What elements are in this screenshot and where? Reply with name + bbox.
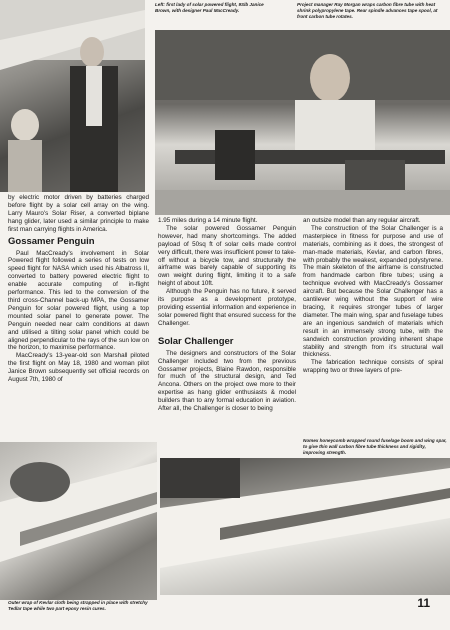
col2-paragraph-4: The designers and constructors of the Solar Challenger included two from the previous Gossamer projects, Blaine Rawdon, responsible for much of the structural design, and Ted Ancona. Others on the project owe more to their expertise as hang glider enthusiasts & model builders than to any formal education in aviation. After all, the Challenger is closer to being [158,349,296,413]
page-number: 11 [417,596,430,610]
caption-first-lady: Left: first lady of solar powered flight, 9Slb Janice Brown, with designer Paul MacCready. [155,2,264,13]
col2-paragraph-3: Although the Penguin has no future, it served its purpose as a development prototype, providing essential information and experience in solar powered flight that ensured success for the Challenger. [158,288,296,327]
photo-ray-morgan-tube-wrapping [155,30,450,215]
col1-paragraph-2: Paul MacCready's involvement in Solar Powered flight followed a series of tests on low speed flight for NASA which used his Albatross II, converted to battery powered electric flight to enable accurate computing of in-flight performance. This led to the conversion of the third cross-Channel back-up MPA, the Gossamer Penguin for solar powered flight, using a top mounted solar panel to generate power. The Penguin needed near calm conditions at dawn and utilised a tilting solar panel which could be aligned perpendicular to the rays of the sun low on the horizon, to maximise performance. [8,249,149,352]
heading-gossamer-penguin: Gossamer Penguin [8,235,95,247]
col2-paragraph-2: The solar powered Gossamer Penguin however, had many shortcomings. The added payload of 50sq ft of solar cells made control very difficult, there was insufficient power to take-off without a bicycle tow, and structurally the airframe was barely capable of supporting its own weight during flight, limiting it to a safe height of about 10ft. [158,224,296,288]
caption-nomex: Nomex honeycomb wrapped round fuselage boom and wing spar, to give thin wall carbon fibre tube thickness and rigidity, improving strength. [303,438,447,455]
col1-paragraph-3: MacCready's 13-year-old son Marshall piloted the first flight on May 18, 1980 and woman pilot Janice Brown subsequently set official records on August 7th, 1980 of [8,352,149,384]
caption-project-manager: Project manager Ray Morgan wraps carbon fibre tube with heat shrink polypropylene tape. Rear spindle advances tape spool, at front carbon tube rotates. [297,2,438,19]
photo-kevlar-wrap [0,442,157,600]
caption-outer-wrap: Outer wrap of Kevlar cloth being strapped in place with stretchy Tedlar tape while two part epoxy resin cures. [8,600,148,611]
col3-paragraph-2: The construction of the Solar Challenger is a masterpiece in fitness for purpose and use of materials, combining as it does, the strongest of man-made materials, Kevlar, and carbon fibres, with probably the weakest, expanded polystyrene. The main skeleton of the airframe is constructed from handmade carbon fibre tubes; using a technique evolved with MacCready's Gossamer aircraft. But because the Solar Challenger has a cantilever wing without the support of wire bracing, it requires stronger tubes of larger diameter. The main wing, spar and fuselage tubes are an ingenious sandwich of materials which result in an immensely strong tube, with the sandwich construction providing inherent shape stability and strength from it's structural wall thickness. [303,224,443,359]
col1-paragraph-1: by electric motor driven by batteries charged before flight by a solar cell array on the wing. Larry Mauro's Solar Riser, a converted biplane hang glider, later used a similar principle to make first man carrying flights in America. [8,194,149,233]
col3-paragraph-1: an outsize model than any regular aircraft. [303,217,421,224]
article-column-2 [158,217,296,413]
heading-solar-challenger: Solar Challenger [158,335,234,347]
photo-nomex-honeycomb [160,458,450,595]
article-column-3 [303,217,443,375]
col2-paragraph-1: 1.95 miles during a 14 minute flight. [158,217,258,224]
photo-janice-brown-maccready [0,0,145,192]
col3-paragraph-3: The fabrication technique consists of spiral wrapping two or three layers of pre- [303,359,443,375]
article-column-1 [8,194,149,384]
